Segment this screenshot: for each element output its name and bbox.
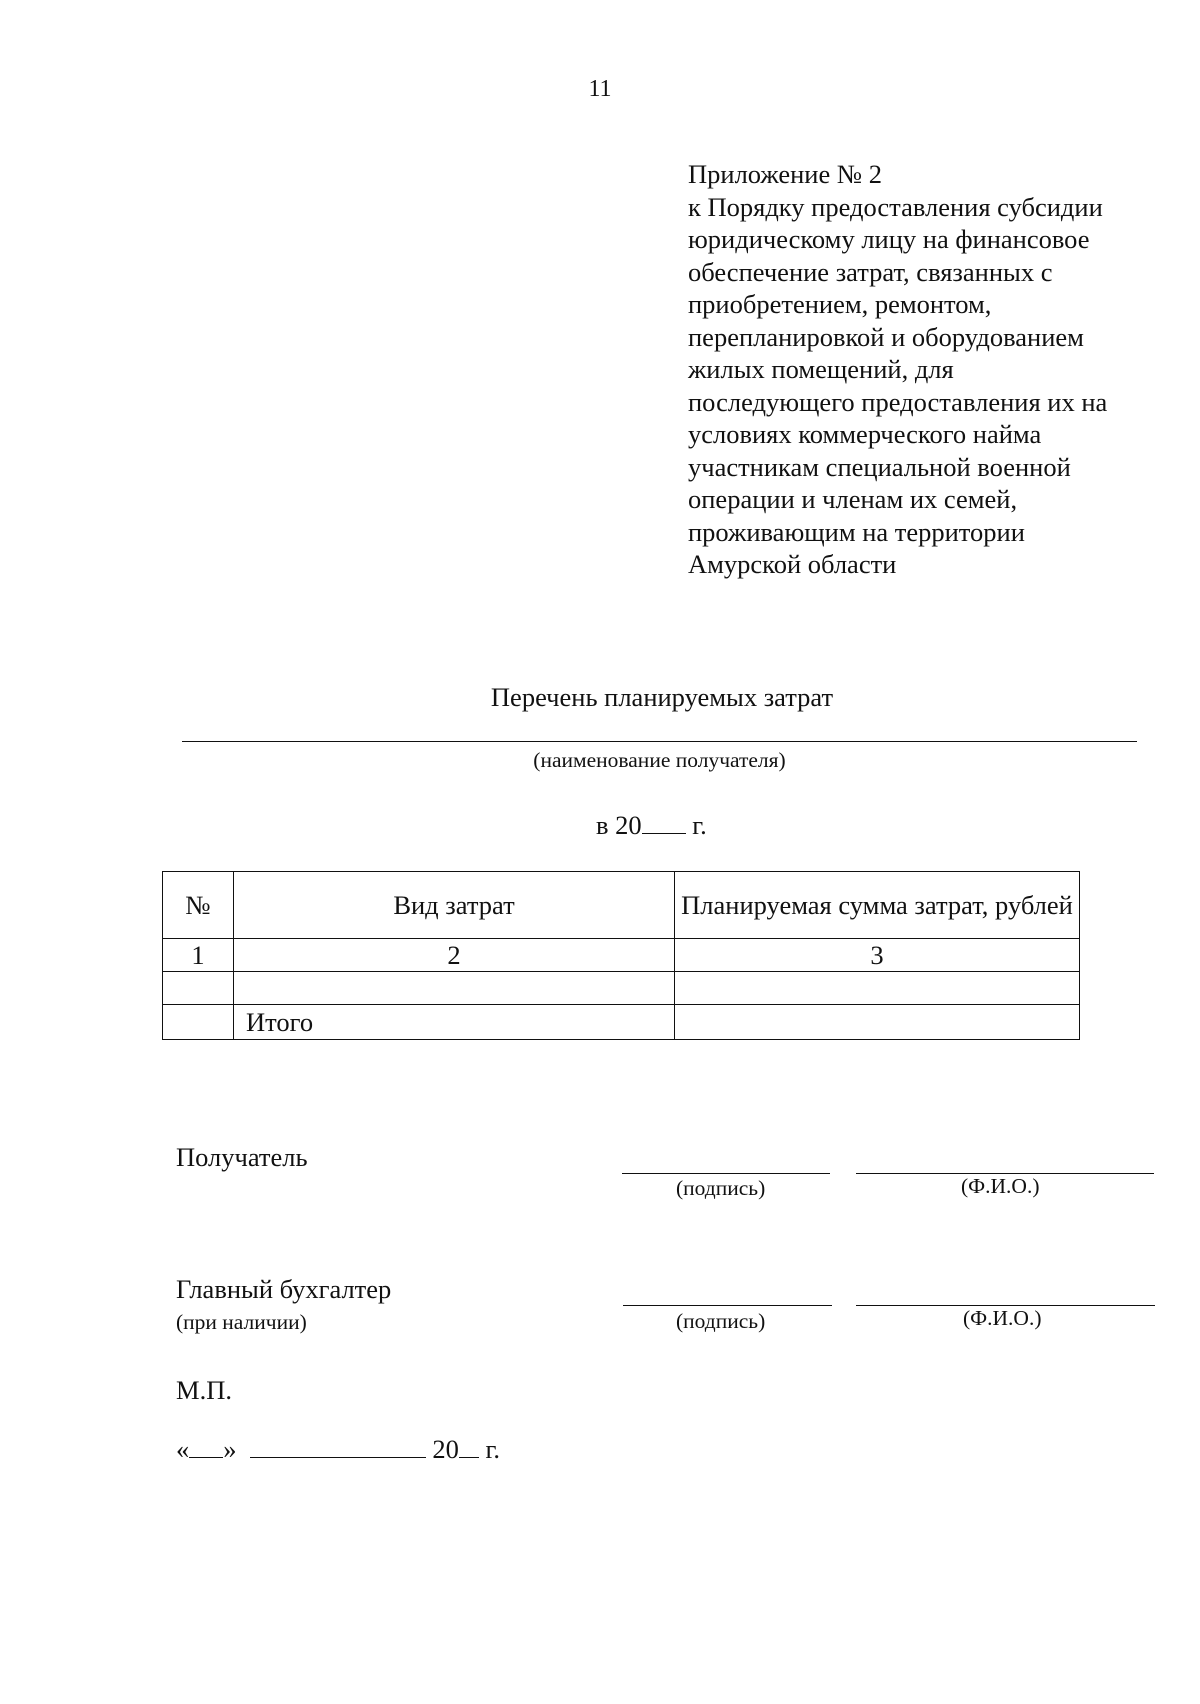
table-cell (675, 972, 1080, 1005)
header-number: № (163, 872, 234, 939)
chief-accountant-signature-line (623, 1305, 832, 1306)
recipient-caption: (наименование получателя) (533, 748, 786, 772)
appendix-line: жилых помещений, для (688, 354, 954, 384)
date-day-blank (189, 1435, 223, 1458)
year-suffix: г. (685, 810, 707, 840)
chief-accountant-name-caption: (Ф.И.О.) (963, 1306, 1042, 1330)
table-header-row (163, 872, 1080, 939)
table-numbering-row (163, 939, 1080, 972)
appendix-header (688, 158, 1158, 581)
recipient-signature-line (622, 1173, 830, 1174)
appendix-line: обеспечение затрат, связанных с (688, 256, 1053, 287)
chief-accountant-signature-caption: (подпись) (676, 1309, 766, 1333)
date-close-quote: » (223, 1434, 237, 1464)
year-prefix: в 20 (596, 810, 642, 840)
page-number: 11 (588, 76, 612, 102)
appendix-line: проживающим на территории (688, 516, 1025, 547)
header-cost-type: Вид затрат (234, 872, 675, 939)
recipient-label: Получатель (176, 1142, 308, 1172)
appendix-line: приобретением, ремонтом, (688, 289, 992, 319)
appendix-line: последующего предоставления их на (688, 386, 1108, 417)
date-month-blank (250, 1435, 426, 1458)
date-year-blank (459, 1435, 479, 1458)
date-open-quote: « (176, 1434, 190, 1464)
chief-accountant-note: (при наличии) (176, 1310, 307, 1334)
table-total-row (163, 1005, 1080, 1040)
numbering-cell: 2 (234, 939, 675, 972)
total-value-cell (675, 1005, 1080, 1040)
recipient-signature-caption: (подпись) (676, 1176, 766, 1200)
table-row (163, 972, 1080, 1005)
header-planned-sum: Планируемая сумма затрат, рублей (675, 872, 1080, 939)
appendix-line: операции и членам их семей, (688, 484, 1018, 514)
numbering-cell: 1 (163, 939, 234, 972)
appendix-line: условиях коммерческого найма (688, 419, 1042, 449)
recipient-name-caption: (Ф.И.О.) (961, 1174, 1040, 1198)
recipient-name-line (182, 741, 1137, 742)
appendix-line: перепланировкой и оборудованием (688, 321, 1084, 352)
year-blank (642, 811, 686, 834)
table-cell (163, 1005, 234, 1040)
document-title: Перечень планируемых затрат (490, 682, 834, 712)
table-cell (234, 972, 675, 1005)
costs-table (162, 871, 1080, 1040)
year-row (596, 810, 707, 841)
appendix-line: Приложение № 2 (688, 159, 883, 189)
date-suffix: г. (478, 1434, 501, 1464)
table-cell (163, 972, 234, 1005)
appendix-line: участникам специальной военной (688, 451, 1071, 482)
chief-accountant-label: Главный бухгалтер (176, 1274, 392, 1304)
appendix-line: к Порядку предоставления субсидии (688, 191, 1103, 222)
date-row (176, 1434, 500, 1465)
stamp-mark: М.П. (176, 1375, 232, 1405)
total-label: Итого (234, 1005, 675, 1040)
date-year: 20 (432, 1434, 459, 1464)
appendix-line: юридическому лицу на финансовое (688, 224, 1090, 254)
numbering-cell: 3 (675, 939, 1080, 972)
appendix-line: Амурской области (688, 549, 897, 579)
